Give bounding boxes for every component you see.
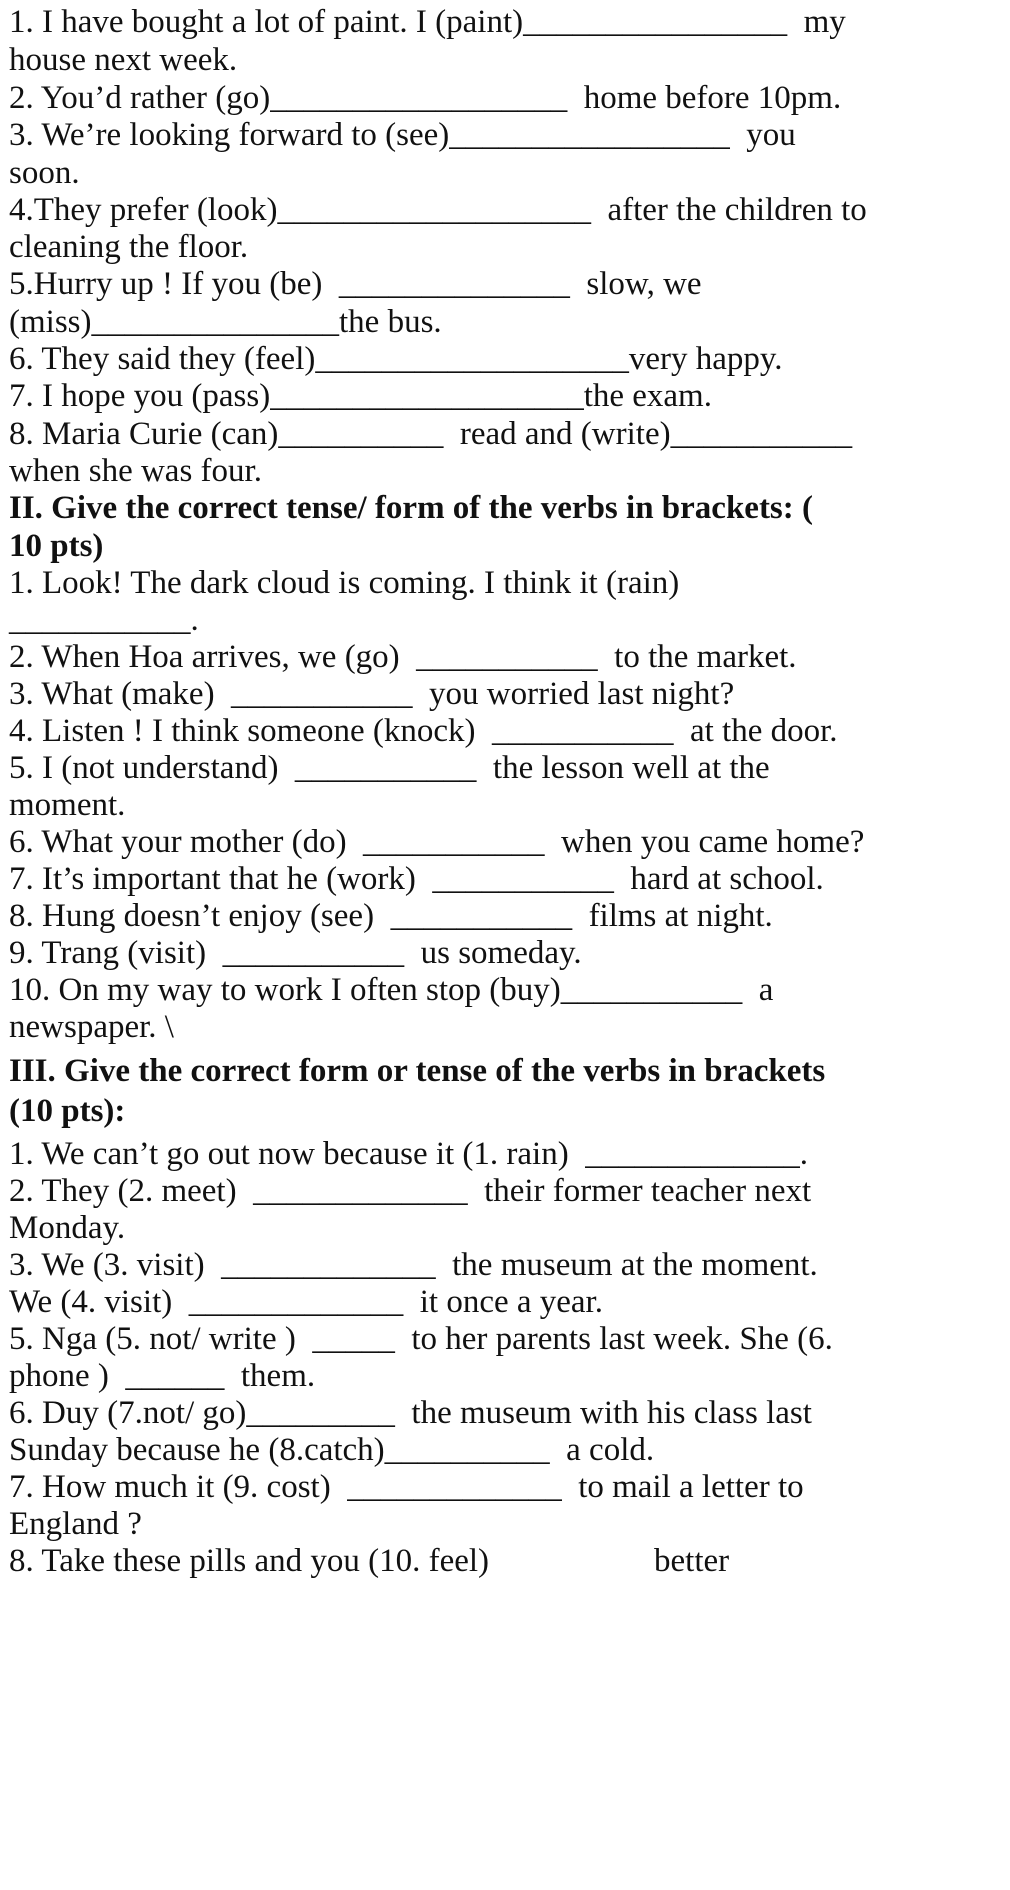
part1-line: 2. You’d rather (go)__________________ home before 10pm. bbox=[9, 80, 842, 116]
part3-line: 1. We can’t go out now because it (1. rain) _____________. bbox=[9, 1136, 808, 1172]
part3-line: 6. Duy (7.not/ go)_________ the museum with his class last bbox=[9, 1395, 812, 1431]
part3-line: phone ) ______ them. bbox=[9, 1358, 316, 1394]
part3-line: 7. How much it (9. cost) _____________ to mail a letter to bbox=[9, 1469, 804, 1505]
part1-line: cleaning the floor. bbox=[9, 229, 249, 265]
part3-line: 8. Take these pills and you (10. feel) better bbox=[9, 1543, 730, 1579]
part2-line: 3. What (make) ___________ you worried last night? bbox=[9, 676, 735, 712]
part3-line: 3. We (3. visit) _____________ the museum at the moment. bbox=[9, 1247, 818, 1283]
section-heading-3: III. Give the correct form or tense of the verbs in brackets bbox=[9, 1053, 826, 1089]
part3-line: Sunday because he (8.catch)__________ a cold. bbox=[9, 1432, 655, 1468]
part1-line: 4.They prefer (look)___________________ after the children to bbox=[9, 192, 867, 228]
part1-line: 6. They said they (feel)___________________very happy. bbox=[9, 341, 783, 377]
part2-line: 7. It’s important that he (work) ___________ hard at school. bbox=[9, 861, 824, 897]
part1-line: 7. I hope you (pass)___________________the exam. bbox=[9, 378, 712, 414]
part2-line: newspaper. \ bbox=[9, 1009, 174, 1045]
part2-line: moment. bbox=[9, 787, 126, 823]
part2-line: 10. On my way to work I often stop (buy)___________ a bbox=[9, 972, 774, 1008]
part2-line: 4. Listen ! I think someone (knock) ___________ at the door. bbox=[9, 713, 838, 749]
part2-line: 1. Look! The dark cloud is coming. I think it (rain) bbox=[9, 565, 680, 601]
part1-line: (miss)_______________the bus. bbox=[9, 304, 442, 340]
section-heading-2: II. Give the correct tense/ form of the verbs in brackets: ( bbox=[9, 490, 814, 526]
part1-line: 5.Hurry up ! If you (be) ______________ slow, we bbox=[9, 266, 702, 302]
part2-line: 8. Hung doesn’t enjoy (see) ___________ films at night. bbox=[9, 898, 773, 934]
part1-line: 1. I have bought a lot of paint. I (paint)________________ my bbox=[9, 4, 846, 40]
part2-line: 5. I (not understand) ___________ the lesson well at the bbox=[9, 750, 770, 786]
part3-line: 2. They (2. meet) _____________ their former teacher next bbox=[9, 1173, 812, 1209]
part1-line: 3. We’re looking forward to (see)_________________ you bbox=[9, 117, 796, 153]
part1-line: house next week. bbox=[9, 42, 238, 78]
part2-line: 9. Trang (visit) ___________ us someday. bbox=[9, 935, 582, 971]
part2-line: 6. What your mother (do) ___________ when you came home? bbox=[9, 824, 865, 860]
part1-line: soon. bbox=[9, 155, 80, 191]
section-heading-2: 10 pts) bbox=[9, 528, 104, 564]
part2-line: ___________. bbox=[9, 602, 199, 638]
part1-line: when she was four. bbox=[9, 453, 262, 489]
section-heading-3: (10 pts): bbox=[9, 1093, 126, 1129]
part2-line: 2. When Hoa arrives, we (go) ___________ to the market. bbox=[9, 639, 797, 675]
part3-line: We (4. visit) _____________ it once a year. bbox=[9, 1284, 603, 1320]
part3-line: Monday. bbox=[9, 1210, 126, 1246]
part3-line: England ? bbox=[9, 1506, 142, 1542]
part1-line: 8. Maria Curie (can)__________ read and (write)___________ bbox=[9, 416, 853, 452]
part3-line: 5. Nga (5. not/ write ) _____ to her parents last week. She (6. bbox=[9, 1321, 833, 1357]
